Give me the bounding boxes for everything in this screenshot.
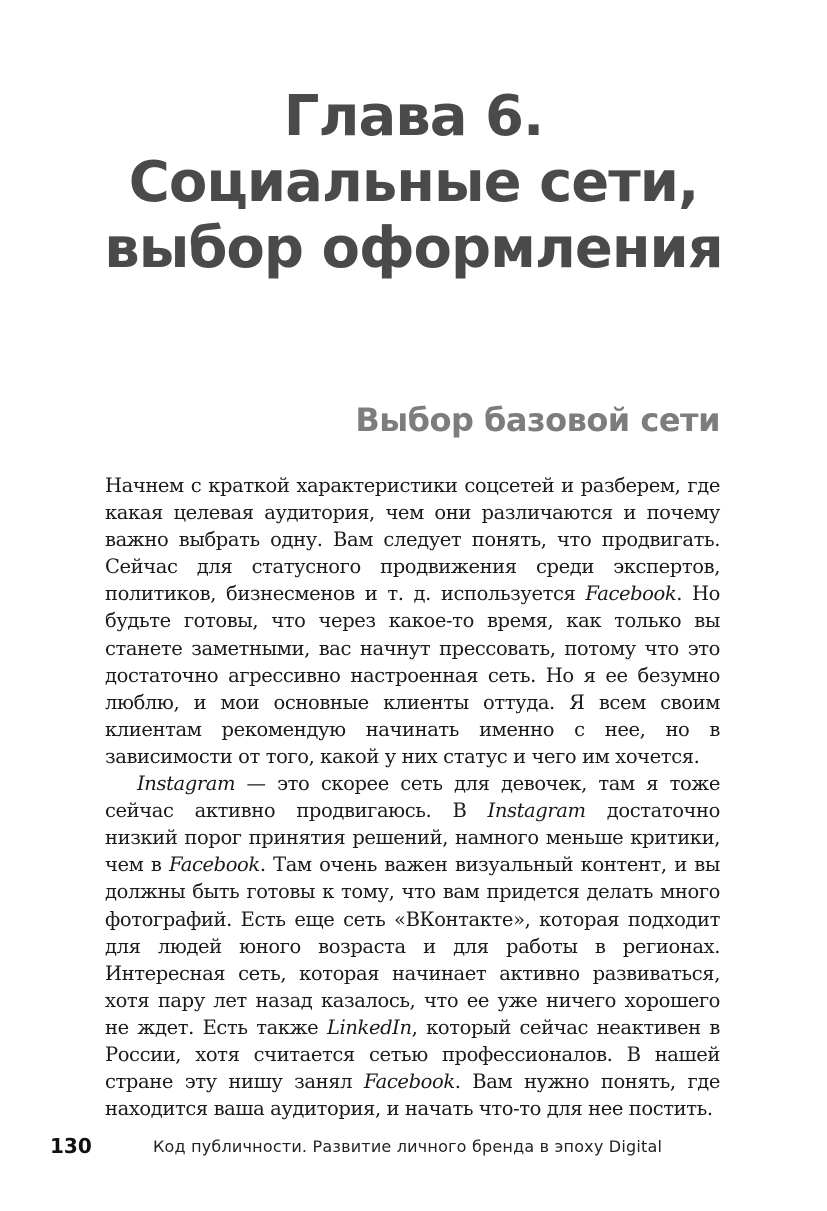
page-number: 130	[50, 1134, 92, 1158]
text-segment: . Вам нужно понять, где находится ваша аудитория, и начать что-то для нее постить.	[105, 1070, 721, 1121]
chapter-title-line: выбор оформления	[104, 216, 723, 281]
text-segment-italic: Instagram	[487, 799, 586, 823]
paragraph-1	[105, 472, 720, 770]
section-heading: Выбор базовой сети	[355, 401, 720, 439]
text-segment-italic: Facebook	[168, 853, 260, 877]
page-footer	[0, 1133, 827, 1159]
text-segment: . Но будьте готовы, что через какое-то время, как только вы станете заметными, вас начнут прессовать, потому что это достаточно агрессивно настроенная сеть. Но я ее безумно люблю, и мои основные клиенты оттуда. Я всем своим клиентам рекомендую начинать именно с нее, но в зависимости от того, какой у них статус и чего им хочется.	[105, 582, 720, 768]
text-segment: достаточно низкий порог принятия решений, намного меньше критики, чем в	[105, 799, 720, 877]
text-segment: Начнем с краткой характеристики соцсетей и разберем, где какая целевая аудитория, чем они различаются и почему важно выбрать одну. Вам следует понять, что продвигать. Сейчас для статусного продвижения среди экспертов, политиков, бизнесменов и т. д. используется	[105, 474, 720, 606]
chapter-title-line: Глава 6.	[283, 84, 544, 149]
chapter-title	[0, 84, 827, 282]
text-segment: — это скорее сеть для девочек, там я тоже сейчас активно продвигаюсь. В	[105, 772, 720, 823]
text-segment-italic: Instagram	[137, 772, 236, 796]
running-title: Код публичности. Развитие личного бренда в эпоху Digital	[153, 1137, 663, 1156]
text-segment-italic: Facebook	[585, 582, 677, 606]
chapter-title-line: Социальные сети,	[128, 150, 699, 215]
text-segment-italic: LinkedIn	[327, 1015, 412, 1039]
body-text	[105, 472, 720, 1122]
text-segment: . Там очень важен визуальный контент, и вы должны быть готовы к тому, что вам придется делать много фотографий. Есть еще сеть «ВКонтакте», которая подходит для людей юного возраста и для работы в регионах. Интересная сеть, которая начинает активно развиваться, хотя пару лет назад казалось, что ее уже ничего хорошего не ждет. Есть также	[105, 853, 720, 1039]
paragraph-2	[105, 770, 720, 1122]
text-segment: , который сейчас неактивен в России, хотя считается сетью профессионалов. В нашей стране эту нишу занял	[105, 1015, 720, 1094]
text-segment-italic: Facebook	[363, 1070, 455, 1094]
